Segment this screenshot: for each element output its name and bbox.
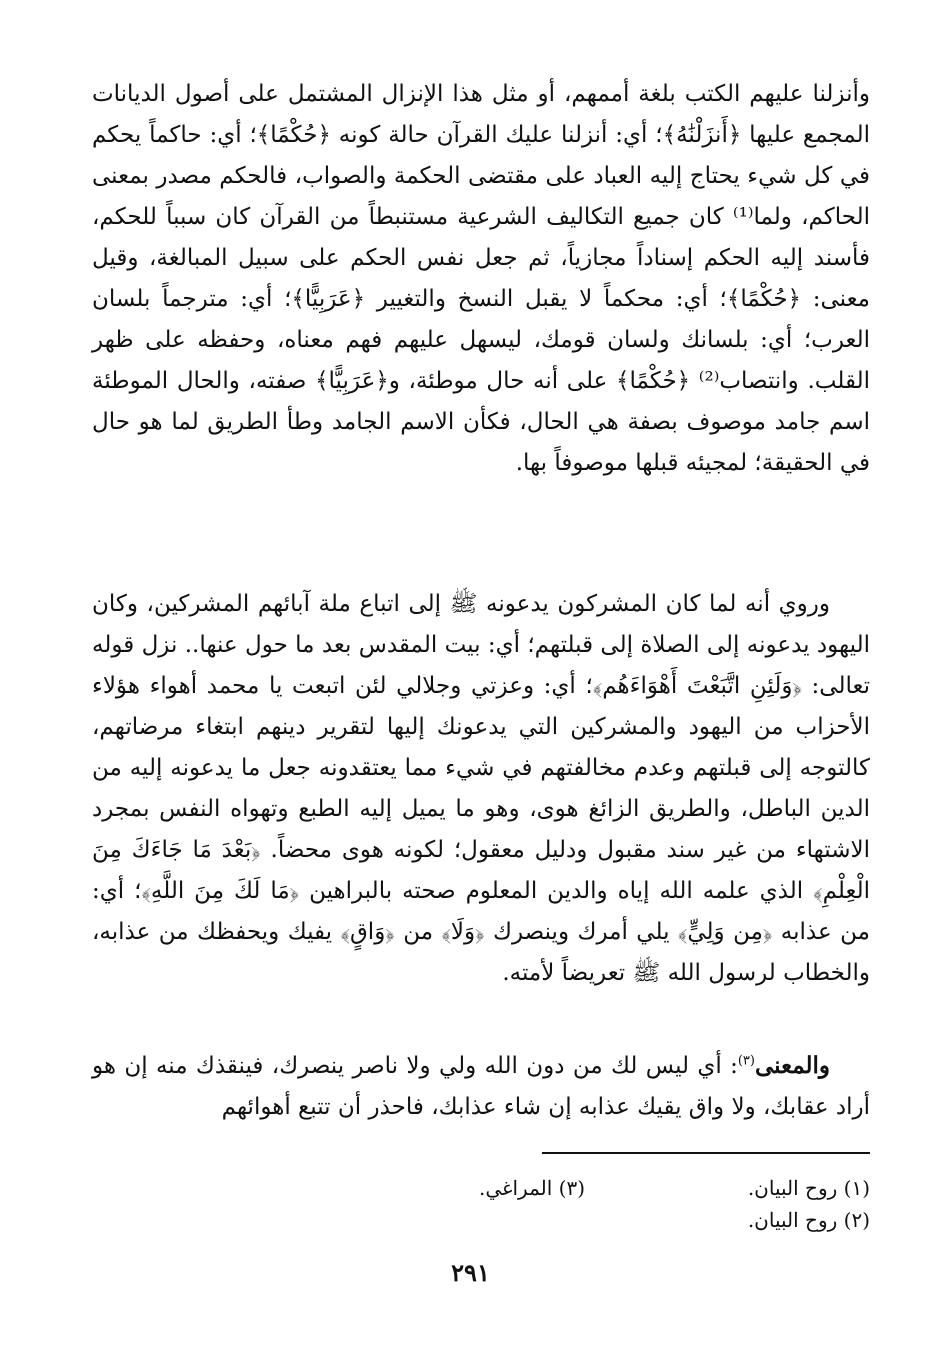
page-number: ٢٩١: [451, 1258, 490, 1287]
footnote-2: (٢) روح البيان.: [747, 1208, 870, 1232]
paragraph-3: [92, 1045, 870, 1128]
footnotes: [300, 1172, 870, 1236]
paragraph-3-text: : أي ليس لك من دون الله ولي ولا ناصر ينصرك، فينقذك منه إن هو أراد عقابك، ولا واق يقيك عذابه إن شاء عذابك، فاحذر أن تتبع أهوائهم: [92, 1053, 870, 1120]
footnote-divider: [542, 1152, 870, 1154]
paragraph-1: وأنزلنا عليهم الكتب بلغة أممهم، أو مثل هذا الإنزال المشتمل على أصول الديانات المجمع عليها ﴿أَنزَلْنَٰهُ﴾؛ أي: أنزلنا عليك القرآن حالة كونه ﴿حُكْمًا﴾؛ أي: حاكماً يحكم في كل شيء يحتاج إليه العباد على مقتضى الحكمة والصواب، فالحكم مصدر بمعنى الحاكم، ولما⁽¹⁾ كان جميع التكاليف الشرعية مستنبطاً من القرآن كان سبباً للحكم، فأسند إليه الحكم إسناداً مجازياً، ثم جعل نفس الحكم على سبيل المبالغة، وقيل معنى: ﴿حُكْمًا﴾؛ أي: محكماً لا يقبل النسخ والتغيير ﴿عَرَبِيًّا﴾؛ أي: مترجماً بلسان العرب؛ أي: بلسانك ولسان قومك، ليسهل عليهم فهم معناه، وحفظه على ظهر القلب. وانتصاب⁽²⁾ ﴿حُكْمًا﴾ على أنه حال موطئة، و﴿عَرَبِيًّا﴾ صفته، والحال الموطئة اسم جامد موصوف بصفة هي الحال، فكأن الاسم الجامد وطأ الطريق لما هو حال في الحقيقة؛ لمجيئه قبلها موصوفاً بها.: [92, 81, 870, 476]
footnote-reference-3: (٣): [737, 1053, 755, 1069]
footnote-1: (١) روح البيان.: [747, 1176, 870, 1200]
footnote-3: (٣) المراغي.: [478, 1176, 585, 1200]
paragraph-3-lead-word: والمعنى: [754, 1052, 830, 1079]
paragraph-2: وروي أنه لما كان المشركون يدعونه ﷺ إلى اتباع ملة آبائهم المشركين، وكان اليهود يدعونه إلى الصلاة إلى قبلتهم؛ أي: بيت المقدس بعد ما حول عنها.. نزل قوله تعالى: ﴿وَلَئِنِ اتَّبَعْتَ أَهْوَاءَهُم﴾؛ أي: وعزتي وجلالي لئن اتبعت يا محمد أهواء هؤلاء الأحزاب من اليهود والمشركين التي يدعونك إليها لتقرير دينهم ابتغاء مرضاتهم، كالتوجه إلى قبلتهم وعدم مخالفتهم في شيء مما يعتقدونه جعل ما يدعونه إليه من الدين الباطل، والطريق الزائغ هوى، وهو ما يميل إليه الطبع وتهواه النفس بمجرد الاشتهاء من غير سند مقبول ودليل معقول؛ لكونه هوى محضاً. ﴿بَعْدَ مَا جَاءَكَ مِنَ الْعِلْمِ﴾ الذي علمه الله إياه والدين المعلوم صحته بالبراهين ﴿مَا لَكَ مِنَ اللَّهِ﴾؛ أي: من عذابه ﴿مِن وَلِيٍّ﴾ يلي أمرك وينصرك ﴿وَلَا﴾ من ﴿وَاقٍ﴾ يفيك ويحفظك من عذابه، والخطاب لرسول الله ﷺ تعريضاً لأمته.: [92, 591, 870, 986]
footnote-row-2: [300, 1204, 870, 1236]
footnote-row-1: [300, 1172, 870, 1204]
